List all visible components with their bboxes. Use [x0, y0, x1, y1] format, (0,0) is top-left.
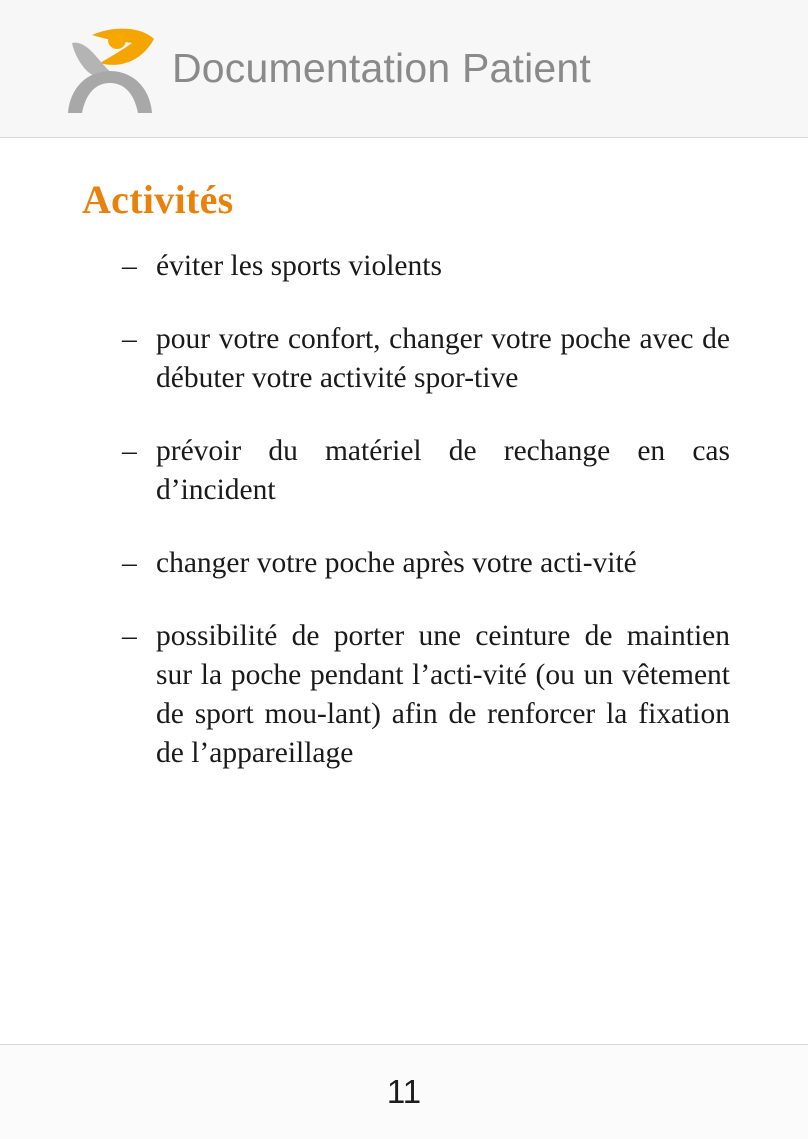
list-item-text: possibilité de porter une ceinture de maintien sur la poche pendant l’acti-vité (ou un vêtement de sport mou-lant) afin de renforcer la fixation de l’appareillage: [156, 620, 730, 769]
person-swoosh-logo-icon: [62, 23, 158, 115]
bullet-marker: –: [122, 547, 137, 579]
list-item-text: prévoir du matériel de rechange en cas d’incident: [156, 435, 730, 506]
list-item-text: changer votre poche après votre acti-vité: [156, 547, 637, 579]
document-content: [0, 138, 808, 1044]
bullet-marker: –: [122, 620, 137, 652]
list-item: [44, 432, 764, 510]
page-title: Documentation Patient: [172, 45, 592, 91]
list-item: [44, 617, 764, 773]
list-item-text: éviter les sports violents: [156, 250, 442, 282]
page-number: 11: [386, 1073, 422, 1110]
page-header: [0, 0, 808, 138]
bullet-list: [44, 247, 764, 773]
list-item: [44, 544, 764, 583]
bullet-marker: –: [122, 435, 137, 467]
bullet-marker: –: [122, 250, 137, 282]
list-item-text: pour votre confort, changer votre poche avec de débuter votre activité spor-tive: [156, 323, 730, 394]
list-item: [44, 247, 764, 286]
page-footer: [0, 1044, 808, 1139]
bullet-marker: –: [122, 323, 137, 355]
list-item: [44, 320, 764, 398]
section-title: Activités: [82, 177, 234, 222]
